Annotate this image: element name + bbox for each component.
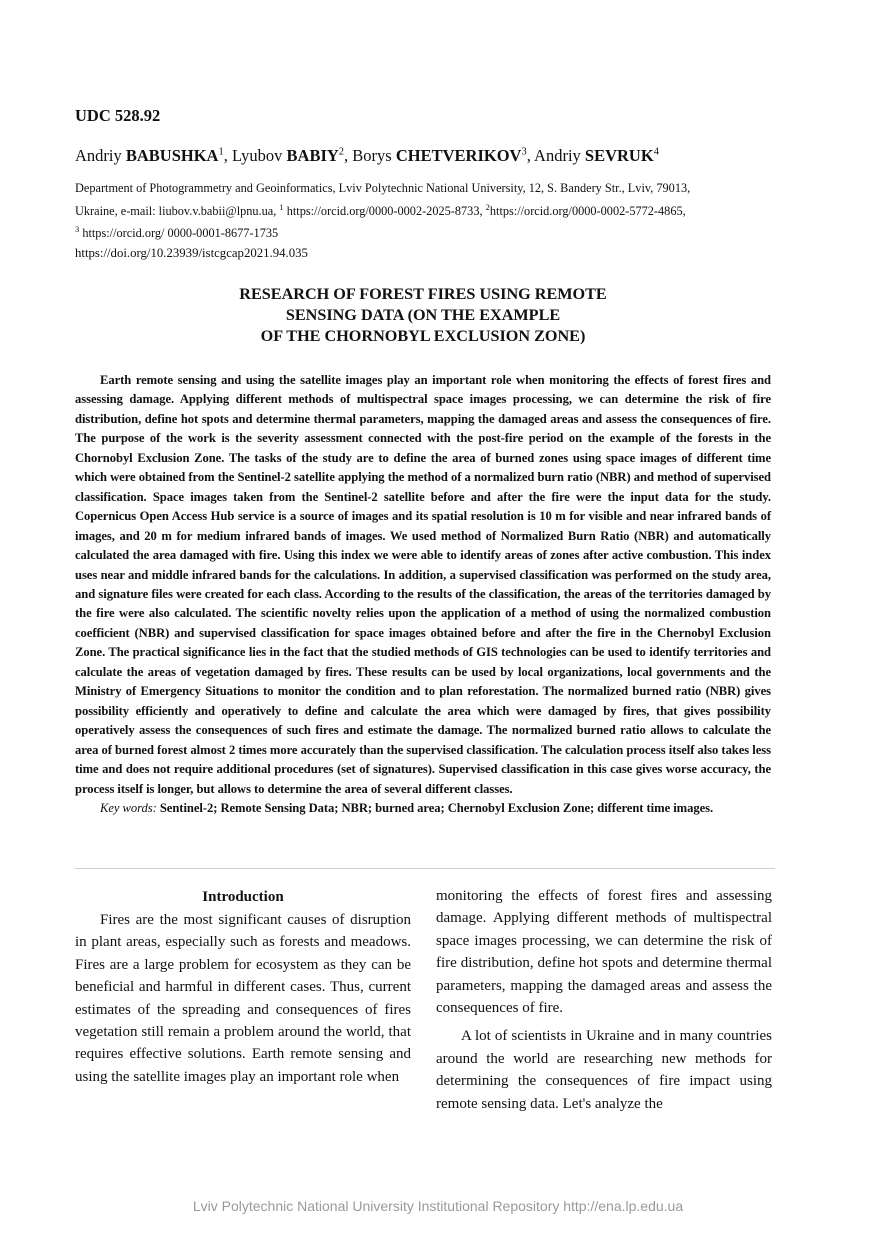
- left-column: [75, 885, 411, 1088]
- orcid-link[interactable]: https://orcid.org/0000-0002-5772-4865,: [489, 203, 686, 218]
- section-divider: [75, 868, 775, 869]
- affiliation: Department of Photogrammetry and Geoinformatics, Lviv Polytechnic National University, 12, S. Bandery Str., Lviv, 79013, Ukraine, e-mail: liubov.v.babii@lpnu.ua, $^1$ https://orcid.org/0000-0002-2025-8733, $^2$https://orcid.org/0000-0002-5772-4865, $^3$ https://orcid.org/ 0000-0001-8677-1735: [75, 181, 691, 241]
- repository-footer: Lviv Polytechnic National University Institutional Repository http://ena.lp.edu.ua: [192, 1198, 684, 1214]
- right-column: [436, 885, 772, 1115]
- abstract: [75, 371, 771, 818]
- keywords: Key words: Sentinel-2; Remote Sensing Data; NBR; burned area; Chernobyl Exclusion Zone; different time images.: [100, 800, 714, 815]
- section-heading: Introduction: [202, 889, 284, 905]
- author: Borys CHETVERIKOV$^3$: [352, 146, 527, 165]
- author: Andriy BABUSHKA$^1$: [75, 146, 224, 165]
- author: Andriy SEVRUK$^4$: [534, 146, 659, 165]
- orcid-link[interactable]: https://orcid.org/0000-0002-2025-8733,: [283, 203, 486, 218]
- paragraph: monitoring the effects of forest fires and assessing damage. Applying different methods of multispectral space images processing, we can determine the risk of fire distribution, define hot spots and determine thermal parameters, mapping the damaged areas and assess the consequences of fire.: [436, 888, 772, 1017]
- doi-link[interactable]: https://doi.org/10.23939/istcgcap2021.94.035: [75, 246, 308, 260]
- author: Lyubov BABIY$^2$: [231, 146, 345, 165]
- author-list: Andriy BABUSHKA$^1$, Lyubov BABIY$^2$, Borys CHETVERIKOV$^3$, Andriy SEVRUK$^4$: [75, 146, 659, 165]
- paragraph: A lot of scientists in Ukraine and in many countries around the world are researching new methods for determining the consequences of fire impact using remote sensing data. Let's analyze the: [436, 1028, 772, 1112]
- orcid-link[interactable]: https://orcid.org/ 0000-0001-8677-1735: [79, 226, 279, 241]
- paper-title: RESEARCH OF FOREST FIRES USING REMOTE SENSING DATA (ON THE EXAMPLE OF THE CHORNOBYL EXCLUSION ZONE): [239, 285, 607, 345]
- paragraph: Fires are the most significant causes of disruption in plant areas, especially such as forests and meadows. Fires are a large problem for ecosystem as they can be beneficial and harmful in different cases. Thus, current estimates of the spreading and consequences of fires vegetation still remain a problem around the world, that requires effective solutions. Earth remote sensing and using the satellite images play an important role when: [75, 912, 411, 1085]
- udc-code: UDC 528.92: [75, 106, 161, 125]
- abstract-text: Earth remote sensing and using the satellite images play an important role when monitoring the effects of forest fires and assessing damage. Applying different methods of multispectral space images processing, we can determine the risk of fire distribution, define hot spots and determine thermal parameters, mapping the damaged areas and assess the consequences of fire. The purpose of the work is the severity assessment connected with the post-fire period on the example of the forests in the Chornobyl Exclusion Zone. The tasks of the study are to define the area of burned zones using space images of different time which were obtained from the Sentinel-2 satellite applying the method of a normalized burn ratio (NBR) and method of supervised classification. Space images taken from the Sentinel-2 satellite before and after the fire were the input data for the study. Copernicus Open Access Hub service is a source of images and its spatial resolution is 10 m for visible and near infrared bands of images, and 20 m for medium infrared bands of images. We used method of Normalized Burn Ratio (NBR) and automatically calculated the area damaged with fire. Using this index we were able to identify areas of zones after active combustion. This index uses near and middle infrared bands for the calculations. In addition, a supervised classification was performed on the study area, and signature files were created for each class. According to the results of the classification, the areas of the territories damaged by the fire were also calculated. The scientific novelty relies upon the application of a method of using the normalized combustion coefficient (NBR) and supervised classification for space images obtained before and after the fire in the Chernobyl Exclusion Zone. The practical significance lies in the fact that the studied methods of GIS technologies can be used to identify territories and calculate the areas of vegetation damaged by fires. These results can be used by local organizations, local governments and the Ministry of Emergency Situations to monitor the condition and to plan reforestation. The normalized burned ratio (NBR) gives possibility efficiently and operatively to define and calculate the area which were damaged by fires, that gives possibility operatively assess the consequences of such fires and estimate the damage. The normalized burned ratio allows to calculate the area of burned forest almost 2 times more accurately than the supervised classification. The calculation process itself also takes less time and does not require additional procedures (set of signatures). Supervised classification in this case gives worse accuracy, the process itself is longer, but allows to determine the area of several different classes.: [75, 373, 771, 796]
